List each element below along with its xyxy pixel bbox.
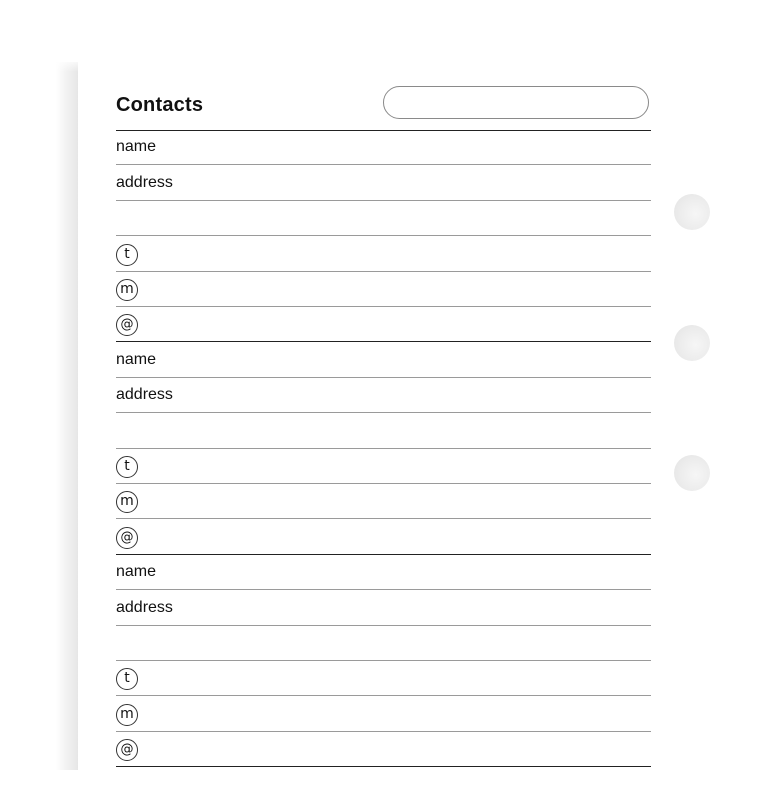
mobile-icon: m (116, 704, 138, 726)
header-input-field[interactable] (383, 86, 649, 119)
contact-1-email-line[interactable] (116, 307, 651, 342)
contact-2-phone-line[interactable] (116, 449, 651, 484)
contact-3-address-line-2[interactable] (116, 626, 651, 661)
mobile-icon: m (116, 279, 138, 301)
phone-icon: t (116, 456, 138, 478)
contact-3-mobile-line[interactable] (116, 696, 651, 731)
mobile-icon: m (116, 491, 138, 513)
address-label: address (116, 598, 173, 616)
punch-hole (674, 194, 710, 230)
contact-3-address-line[interactable] (116, 590, 651, 625)
punch-hole (674, 455, 710, 491)
punch-hole (674, 325, 710, 361)
contact-2-address-line[interactable] (116, 378, 651, 413)
name-label: name (116, 138, 157, 156)
contact-2-mobile-line[interactable] (116, 484, 651, 519)
page-title: Contacts (116, 94, 204, 116)
email-at-icon: @ (116, 739, 138, 761)
email-at-icon: @ (116, 527, 138, 549)
contact-1-address-line-2[interactable] (116, 201, 651, 236)
contact-2-name-line[interactable] (116, 342, 651, 377)
contact-1-address-line[interactable] (116, 165, 651, 200)
contact-2-email-line[interactable] (116, 519, 651, 554)
name-label: name (116, 563, 157, 581)
name-label: name (116, 350, 157, 368)
contact-3-email-line[interactable] (116, 732, 651, 767)
page-shadow-edge (56, 62, 78, 770)
address-label: address (116, 386, 173, 404)
address-label: address (116, 173, 173, 191)
contact-2-address-line-2[interactable] (116, 413, 651, 448)
phone-icon: t (116, 244, 138, 266)
contact-3-name-line[interactable] (116, 555, 651, 590)
page-shadow-fade (56, 58, 78, 72)
email-at-icon: @ (116, 314, 138, 336)
contact-1-name-line[interactable] (116, 130, 651, 165)
phone-icon: t (116, 668, 138, 690)
contact-3-phone-line[interactable] (116, 661, 651, 696)
contact-1-mobile-line[interactable] (116, 272, 651, 307)
contact-1-phone-line[interactable] (116, 236, 651, 271)
